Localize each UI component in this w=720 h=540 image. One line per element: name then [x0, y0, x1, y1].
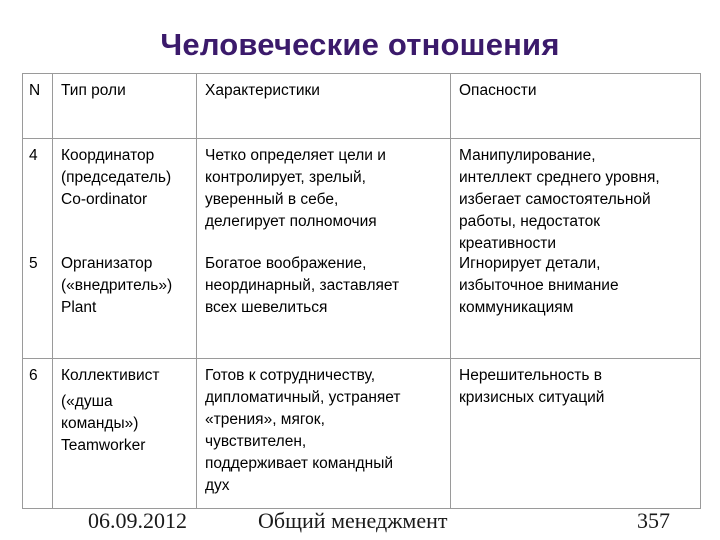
role-type-cell	[53, 139, 197, 359]
danger-line: интеллект среднего уровня,	[459, 169, 660, 186]
row-number-6: 6	[23, 359, 53, 509]
characteristic-line: всех шевелиться	[205, 299, 328, 316]
dangers-coordinator	[459, 145, 694, 255]
danger-line: кризисных ситуаций	[459, 389, 605, 406]
table-row	[23, 359, 701, 509]
characteristic-line: Готов к сотрудничеству,	[205, 367, 376, 384]
row-number-4: 4	[29, 147, 38, 164]
characteristic-line: дипломатичный, устраняет	[205, 389, 401, 406]
role-line: (председатель)	[61, 169, 172, 186]
characteristics-teamworker	[197, 359, 451, 509]
header-number: N	[23, 74, 53, 139]
dangers-cell	[451, 139, 701, 359]
danger-line: избегает самостоятельной	[459, 191, 651, 208]
role-line: Plant	[61, 299, 97, 316]
header-dangers: Опасности	[451, 74, 701, 139]
danger-line: Нерешительность в	[459, 367, 602, 384]
role-line: Teamworker	[61, 437, 146, 454]
danger-line: креативности	[459, 235, 556, 252]
role-line: команды»)	[61, 415, 139, 432]
footer-course-name: Общий менеджмент	[258, 508, 448, 533]
dangers-teamworker	[451, 359, 701, 509]
row-number-5: 5	[29, 255, 38, 272]
role-plant	[61, 253, 190, 319]
footer-date: 06.09.2012	[88, 508, 187, 533]
characteristic-line: дух	[205, 477, 230, 494]
role-coordinator	[61, 145, 190, 211]
characteristics-plant	[205, 253, 444, 319]
role-line: («душа	[61, 393, 113, 410]
characteristic-line: контролирует, зрелый,	[205, 169, 366, 186]
header-role-type: Тип роли	[53, 74, 197, 139]
roles-table	[22, 73, 701, 509]
header-characteristics: Характеристики	[197, 74, 451, 139]
characteristic-line: Четко определяет цели и	[205, 147, 386, 164]
role-line: («внедритель»)	[61, 277, 173, 294]
danger-line: работы, недостаток	[459, 213, 601, 230]
table-header-row	[23, 74, 701, 139]
danger-line: Игнорирует детали,	[459, 255, 601, 272]
role-line: Координатор	[61, 147, 155, 164]
row-number-cell	[23, 139, 53, 359]
characteristic-line: неординарный, заставляет	[205, 277, 400, 294]
slide-title: Человеческие отношения	[160, 27, 560, 62]
danger-line: избыточное внимание	[459, 277, 619, 294]
role-line: Коллективист	[61, 367, 160, 384]
characteristic-line: делегирует полномочия	[205, 213, 377, 230]
role-teamworker	[53, 359, 197, 509]
characteristic-line: Богатое воображение,	[205, 255, 367, 272]
characteristic-line: «трения», мягок,	[205, 411, 325, 428]
characteristics-coordinator	[205, 145, 444, 233]
role-line: Co-ordinator	[61, 191, 148, 208]
dangers-plant	[459, 253, 694, 319]
role-line: Организатор	[61, 255, 153, 272]
characteristic-line: уверенный в себе,	[205, 191, 339, 208]
table-row	[23, 139, 701, 359]
characteristic-line: чувствителен,	[205, 433, 307, 450]
characteristics-cell	[197, 139, 451, 359]
danger-line: коммуникациям	[459, 299, 574, 316]
footer-page-number: 357	[637, 508, 670, 533]
characteristic-line: поддерживает командный	[205, 455, 394, 472]
danger-line: Манипулирование,	[459, 147, 596, 164]
